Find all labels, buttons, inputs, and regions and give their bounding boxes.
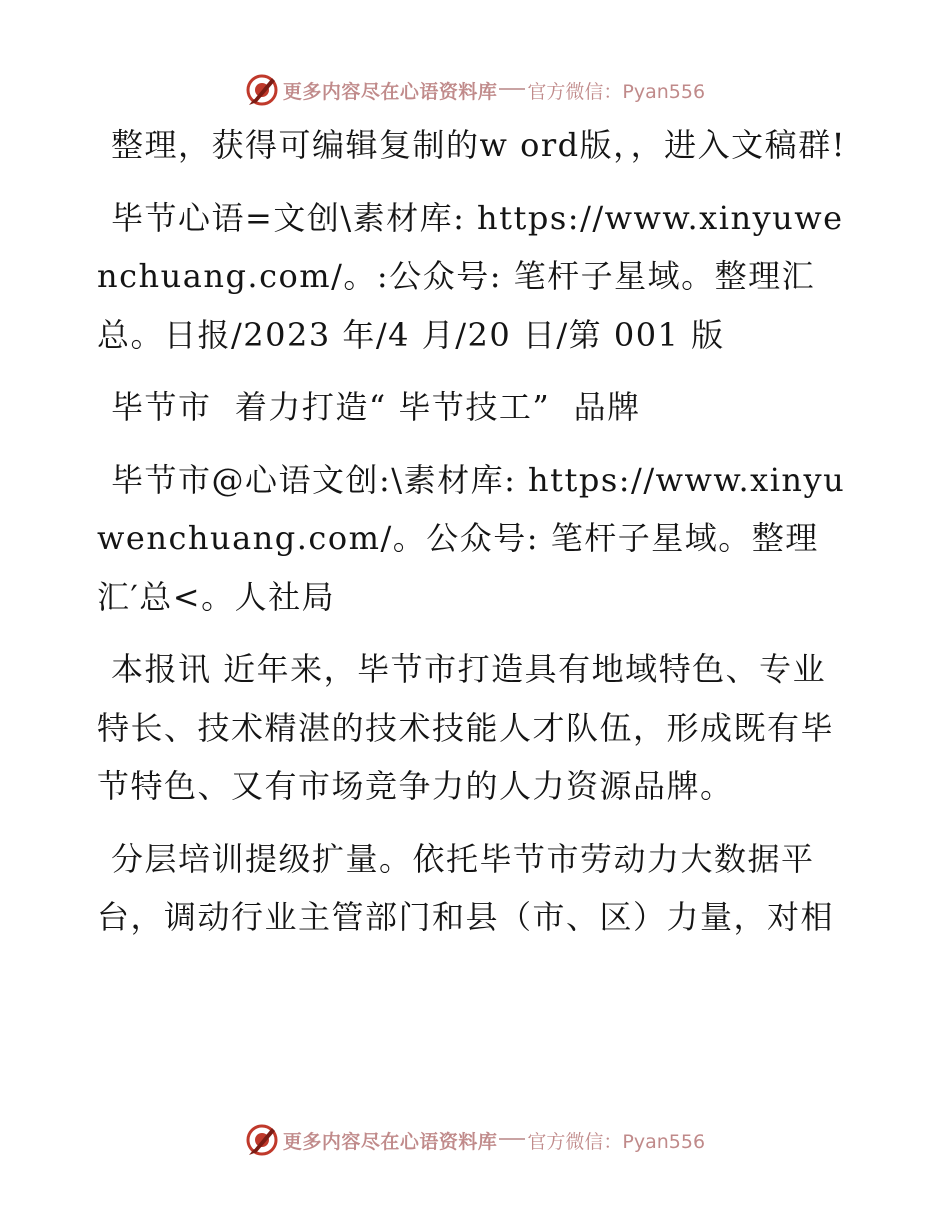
footer-watermark-banner xyxy=(0,1120,950,1160)
banner-wechat-text: 官方微信：Pyan556 xyxy=(527,1130,706,1153)
pen-logo-icon xyxy=(245,73,279,107)
paragraph-training: 分层培训提级扩量。依托毕节市劳动力大数据平台，调动行业主管部门和县（市、区）力量，对相 xyxy=(97,839,835,936)
banner-dash xyxy=(499,1138,525,1140)
banner-main-text: 更多内容尽在心语资料库 xyxy=(282,1130,498,1153)
paragraph-source-note-2: 毕节市@心语文创:\素材库: https://www.xinyuwenchuang.com/。公众号: 笔杆子星域。整理汇′总<。人社局 xyxy=(97,460,846,616)
article-headline: 毕节市 着力打造“ 毕节技工” 品牌 xyxy=(111,388,641,426)
banner-dash xyxy=(499,88,525,90)
banner-wechat-text: 官方微信：Pyan556 xyxy=(527,80,706,103)
paragraph-source-note: 毕节心语=文创\素材库: https://www.xinyuwenchuang.com/。:公众号: 笔杆子星域。整理汇总。日报/2023 年/4 月/20 日/第 001 版 xyxy=(97,198,844,354)
header-watermark-banner xyxy=(0,70,950,110)
paragraph-intro: 整理，获得可编辑复制的w ord版，，进入文稿群! xyxy=(111,126,846,164)
paragraph-lead: 本报讯 近年来，毕节市打造具有地域特色、专业特长、技术精湛的技术技能人才队伍，形成既有毕节特色、又有市场竞争力的人力资源品牌。 xyxy=(97,650,835,805)
document-body xyxy=(97,116,857,961)
pen-logo-icon xyxy=(245,1123,279,1157)
banner-main-text: 更多内容尽在心语资料库 xyxy=(282,80,498,103)
